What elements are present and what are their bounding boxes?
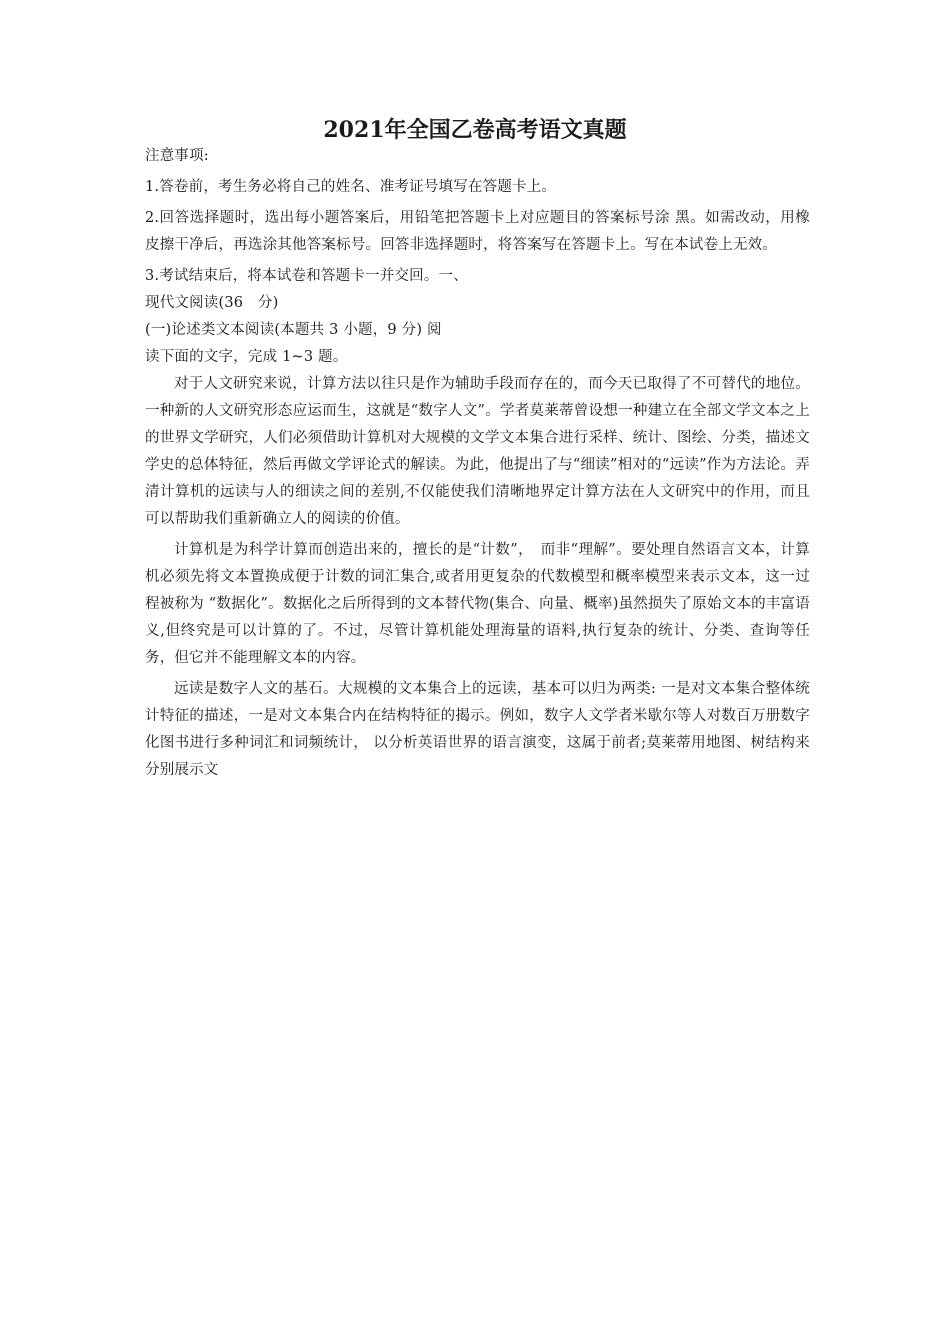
section-subheading: (一)论述类文本阅读(本题共 3 小题，9 分) 阅	[145, 322, 442, 338]
section-instruction: 读下面的文字，完成 1~3 题。	[145, 349, 348, 365]
notice-item-2: 2.回答选择题时，选出每小题答案后，用铅笔把答题卡上对应题目的答案标号涂 黑。如需改动，用橡皮擦干净后，再选涂其他答案标号。回答非选择题时，将答案写在答题卡上。写在本试卷上无效。	[145, 210, 810, 253]
document-title: 2021年全国乙卷高考语文真题	[323, 117, 627, 143]
body-paragraph-1: 对于人文研究来说，计算方法以往只是作为辅助手段而存在的，而今天已取得了不可替代的地位。一种新的人文研究形态应运而生，这就是“数字人文”。学者莫莱蒂曾设想一种建立在全部文学文本之上的世界文学研究，人们必须借助计算机对大规模的文学文本集合进行采样、统计、图绘、分类，描述文学史的总体特征，然后再做文学评论式的解读。为此，他提出了与“细读”相对的“远读”作为方法论。弄清计算机的远读与人的细读之间的差别,不仅能使我们清晰地界定计算方法在人文研究中的作用，而且可以帮助我们重新确立人的阅读的价值。	[145, 376, 810, 527]
body-paragraph-3: 远读是数字人文的基石。大规模的文本集合上的远读，基本可以归为两类: 一是对文本集合整体统计特征的描述，一是对文本集合内在结构特征的揭示。例如，数字人文学者米歇尔等人对数百万册数字化图书进行多种词汇和词频统计， 以分析英语世界的语言演变，这属于前者;莫莱蒂用地图、树结构来分别展示文	[145, 681, 810, 778]
notice-heading: 注意事项:	[145, 148, 209, 164]
body-paragraph-2: 计算机是为科学计算而创造出来的，擅长的是“计数”， 而非“理解”。要处理自然语言文本，计算机必须先将文本置换成便于计数的词汇集合,或者用更复杂的代数模型和概率模型来表示文本，这一过程被称为 “数据化”。数据化之后所得到的文本替代物(集合、向量、概率)虽然损失了原始文本的丰富语义,但终究是可以计算的了。不过，尽管计算机能处理海量的语料,执行复杂的统计、分类、查询等任务，但它并不能理解文本的内容。	[145, 542, 810, 666]
notice-item-3: 3.考试结束后，将本试卷和答题卡一并交回。一、	[145, 268, 468, 284]
document-body	[145, 143, 810, 784]
section-heading: 现代文阅读(36 分)	[145, 295, 279, 311]
notice-item-1: 1.答卷前，考生务必将自己的姓名、准考证号填写在答题卡上。	[145, 179, 557, 195]
